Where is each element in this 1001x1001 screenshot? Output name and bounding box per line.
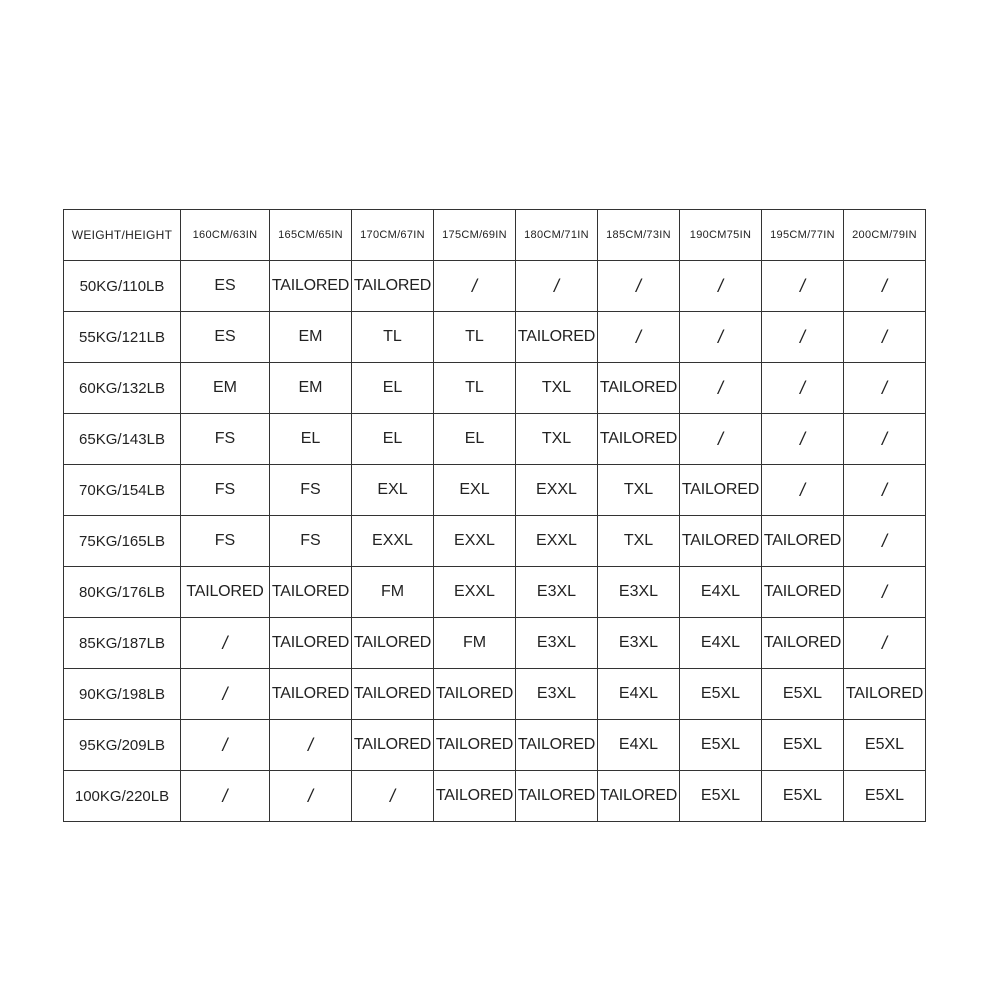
column-header: 195CM/77IN: [762, 210, 844, 261]
size-cell: E4XL: [680, 567, 762, 618]
size-cell: TAILORED: [270, 567, 352, 618]
size-cell: /: [680, 261, 762, 312]
size-cell: TAILORED: [762, 567, 844, 618]
size-cell: /: [844, 618, 926, 669]
column-header: 165CM/65IN: [270, 210, 352, 261]
size-cell: /: [434, 261, 516, 312]
size-cell: EXL: [352, 465, 434, 516]
column-header: 175CM/69IN: [434, 210, 516, 261]
size-cell: TAILORED: [434, 669, 516, 720]
column-header: 170CM/67IN: [352, 210, 434, 261]
table-row: [64, 261, 926, 312]
size-cell: FS: [270, 465, 352, 516]
size-cell: /: [844, 465, 926, 516]
size-cell: /: [762, 363, 844, 414]
size-cell: EM: [270, 312, 352, 363]
row-label: 95KG/209LB: [64, 720, 181, 771]
size-cell: E5XL: [844, 771, 926, 822]
size-cell: FS: [181, 414, 270, 465]
header-row: [64, 210, 926, 261]
size-cell: /: [844, 312, 926, 363]
table-row: [64, 516, 926, 567]
size-cell: TAILORED: [598, 771, 680, 822]
size-cell: /: [680, 312, 762, 363]
size-cell: TAILORED: [270, 618, 352, 669]
table-row: [64, 771, 926, 822]
column-header: 160CM/63IN: [181, 210, 270, 261]
size-cell: TAILORED: [680, 465, 762, 516]
size-cell: E3XL: [516, 618, 598, 669]
size-cell: EL: [270, 414, 352, 465]
size-cell: /: [762, 414, 844, 465]
row-label: 55KG/121LB: [64, 312, 181, 363]
size-cell: /: [844, 261, 926, 312]
size-cell: TAILORED: [434, 771, 516, 822]
row-label: 70KG/154LB: [64, 465, 181, 516]
size-cell: TAILORED: [762, 618, 844, 669]
size-cell: TAILORED: [516, 312, 598, 363]
size-cell: /: [762, 261, 844, 312]
table-row: [64, 465, 926, 516]
size-cell: E3XL: [598, 567, 680, 618]
size-cell: EXXL: [352, 516, 434, 567]
table-row: [64, 312, 926, 363]
column-header: 200CM/79IN: [844, 210, 926, 261]
size-cell: TXL: [598, 465, 680, 516]
size-cell: EL: [352, 414, 434, 465]
size-cell: /: [181, 771, 270, 822]
size-cell: /: [181, 669, 270, 720]
size-cell: EM: [181, 363, 270, 414]
size-cell: /: [844, 516, 926, 567]
size-cell: /: [680, 414, 762, 465]
size-cell: FS: [270, 516, 352, 567]
size-cell: ES: [181, 312, 270, 363]
row-label: 50KG/110LB: [64, 261, 181, 312]
size-cell: E5XL: [762, 720, 844, 771]
size-cell: TL: [352, 312, 434, 363]
row-label: 80KG/176LB: [64, 567, 181, 618]
size-cell: FS: [181, 516, 270, 567]
column-header: 185CM/73IN: [598, 210, 680, 261]
size-cell: /: [270, 771, 352, 822]
size-cell: E5XL: [762, 771, 844, 822]
size-cell: TL: [434, 312, 516, 363]
column-header: 190CM75IN: [680, 210, 762, 261]
size-cell: E5XL: [680, 771, 762, 822]
size-cell: E4XL: [680, 618, 762, 669]
column-header: 180CM/71IN: [516, 210, 598, 261]
size-cell: E3XL: [516, 567, 598, 618]
size-cell: E5XL: [762, 669, 844, 720]
size-cell: TAILORED: [762, 516, 844, 567]
size-cell: /: [844, 414, 926, 465]
size-cell: FM: [434, 618, 516, 669]
size-cell: E5XL: [680, 669, 762, 720]
size-cell: TAILORED: [352, 720, 434, 771]
size-cell: TAILORED: [516, 720, 598, 771]
corner-label: WEIGHT/HEIGHT: [64, 210, 181, 261]
size-cell: TAILORED: [434, 720, 516, 771]
size-cell: TXL: [516, 363, 598, 414]
table-row: [64, 363, 926, 414]
size-cell: E5XL: [844, 720, 926, 771]
size-cell: TAILORED: [844, 669, 926, 720]
size-cell: TAILORED: [352, 669, 434, 720]
size-cell: TAILORED: [516, 771, 598, 822]
size-cell: EXXL: [516, 516, 598, 567]
row-label: 65KG/143LB: [64, 414, 181, 465]
size-cell: EXXL: [516, 465, 598, 516]
size-cell: EXL: [434, 465, 516, 516]
size-cell: TAILORED: [598, 363, 680, 414]
table-row: [64, 669, 926, 720]
size-chart-body: [64, 210, 926, 822]
table-row: [64, 414, 926, 465]
table-row: [64, 567, 926, 618]
size-cell: TAILORED: [352, 261, 434, 312]
size-cell: FM: [352, 567, 434, 618]
size-cell: E4XL: [598, 669, 680, 720]
size-cell: /: [270, 720, 352, 771]
table-row: [64, 618, 926, 669]
size-cell: /: [844, 363, 926, 414]
size-cell: /: [762, 465, 844, 516]
size-cell: E4XL: [598, 720, 680, 771]
size-cell: EXXL: [434, 516, 516, 567]
row-label: 100KG/220LB: [64, 771, 181, 822]
size-cell: FS: [181, 465, 270, 516]
size-cell: TL: [434, 363, 516, 414]
size-cell: TAILORED: [598, 414, 680, 465]
size-cell: TXL: [598, 516, 680, 567]
size-cell: TAILORED: [680, 516, 762, 567]
size-cell: EXXL: [434, 567, 516, 618]
size-cell: /: [762, 312, 844, 363]
size-cell: /: [598, 312, 680, 363]
size-cell: EL: [352, 363, 434, 414]
size-cell: /: [516, 261, 598, 312]
size-cell: TAILORED: [270, 669, 352, 720]
size-cell: /: [181, 720, 270, 771]
size-cell: TAILORED: [181, 567, 270, 618]
size-chart-table: [63, 209, 926, 822]
size-cell: /: [680, 363, 762, 414]
size-cell: TAILORED: [270, 261, 352, 312]
size-cell: E5XL: [680, 720, 762, 771]
size-cell: /: [181, 618, 270, 669]
size-cell: /: [352, 771, 434, 822]
size-cell: ES: [181, 261, 270, 312]
table-row: [64, 720, 926, 771]
size-cell: E3XL: [598, 618, 680, 669]
size-cell: EL: [434, 414, 516, 465]
row-label: 75KG/165LB: [64, 516, 181, 567]
row-label: 85KG/187LB: [64, 618, 181, 669]
size-cell: TXL: [516, 414, 598, 465]
size-cell: E3XL: [516, 669, 598, 720]
size-cell: EM: [270, 363, 352, 414]
row-label: 90KG/198LB: [64, 669, 181, 720]
size-cell: TAILORED: [352, 618, 434, 669]
size-cell: /: [598, 261, 680, 312]
size-cell: /: [844, 567, 926, 618]
row-label: 60KG/132LB: [64, 363, 181, 414]
